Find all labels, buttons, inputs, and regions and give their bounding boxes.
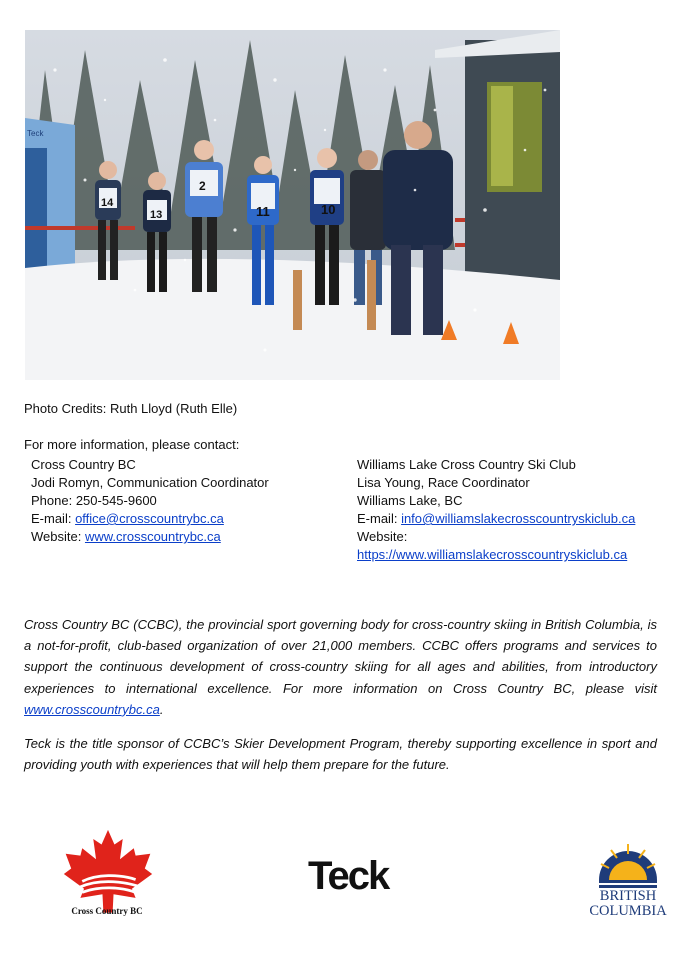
about-end: . — [159, 701, 164, 717]
bc-logo-line2: COLUMBIA — [589, 903, 667, 919]
contact-website-row — [31, 528, 269, 546]
email-label: E-mail: — [357, 511, 402, 526]
contact-org: Williams Lake Cross Country Ski Club — [357, 457, 576, 472]
event-photo — [25, 30, 560, 380]
contact-org: Cross Country BC — [31, 457, 136, 472]
email-label: E-mail: — [31, 511, 76, 526]
contact-phone: Phone: 250-545-9600 — [31, 493, 157, 508]
email-link[interactable]: info@williamslakecrosscountryskiclub.ca — [401, 511, 636, 526]
contact-heading: For more information, please contact: — [24, 437, 240, 452]
skiers-photo-illustration — [25, 30, 560, 380]
bib-2: 2 — [199, 179, 206, 193]
photo-credits: Photo Credits: Ruth Lloyd (Ruth Elle) — [24, 401, 238, 416]
contact-person: Lisa Young, Race Coordinator — [357, 475, 530, 490]
bib-10: 10 — [321, 202, 336, 217]
website-link[interactable]: www.crosscountrybc.ca — [84, 529, 221, 544]
bib-14: 14 — [101, 197, 114, 209]
contact-person: Jodi Romyn, Communication Coordinator — [31, 475, 269, 490]
bc-logo-line1: BRITISH — [599, 888, 657, 904]
about-text: Cross Country BC (CCBC), the provincial sport governing body for cross-country skiing in British Columbia, is a not-for-profit, club-based organization of over 21,000 members. CCBC offers programs and services to support the continuous development of cross-country skiing for all ages and abilities, from introductory experiences to international excellence. For more information on Cross Country BC, please visit — [24, 617, 657, 696]
email-link[interactable]: office@crosscountrybc.ca — [75, 511, 224, 526]
website-link[interactable]: https://www.williamslakecrosscountryskiclub.ca — [357, 547, 628, 562]
bib-13: 13 — [150, 209, 163, 221]
bc-logo-text — [580, 889, 676, 919]
teck-logo: Teck — [308, 854, 389, 898]
ccbc-logo-text: Cross Country BC — [71, 906, 143, 916]
contact-email-row — [357, 510, 635, 528]
bc-sunburst-logo — [595, 840, 661, 890]
svg-text:Teck: Teck — [27, 129, 44, 138]
contact-ccbc — [31, 456, 269, 546]
contact-williams-lake — [357, 456, 635, 564]
website-label: Website: — [31, 529, 85, 544]
tent — [25, 118, 75, 270]
website-label: Website: — [357, 529, 408, 544]
contact-location: Williams Lake, BC — [357, 493, 463, 508]
about-link[interactable]: www.crosscountrybc.ca — [24, 701, 160, 717]
bib-11: 11 — [256, 204, 270, 219]
sponsor-paragraph: Teck is the title sponsor of CCBC’s Skier Development Program, thereby supporting excellence in sport and providing youth with experiences that will help them prepare for the future. — [24, 736, 657, 773]
about-ccbc-paragraph — [24, 614, 657, 720]
contact-email-row — [31, 510, 269, 528]
